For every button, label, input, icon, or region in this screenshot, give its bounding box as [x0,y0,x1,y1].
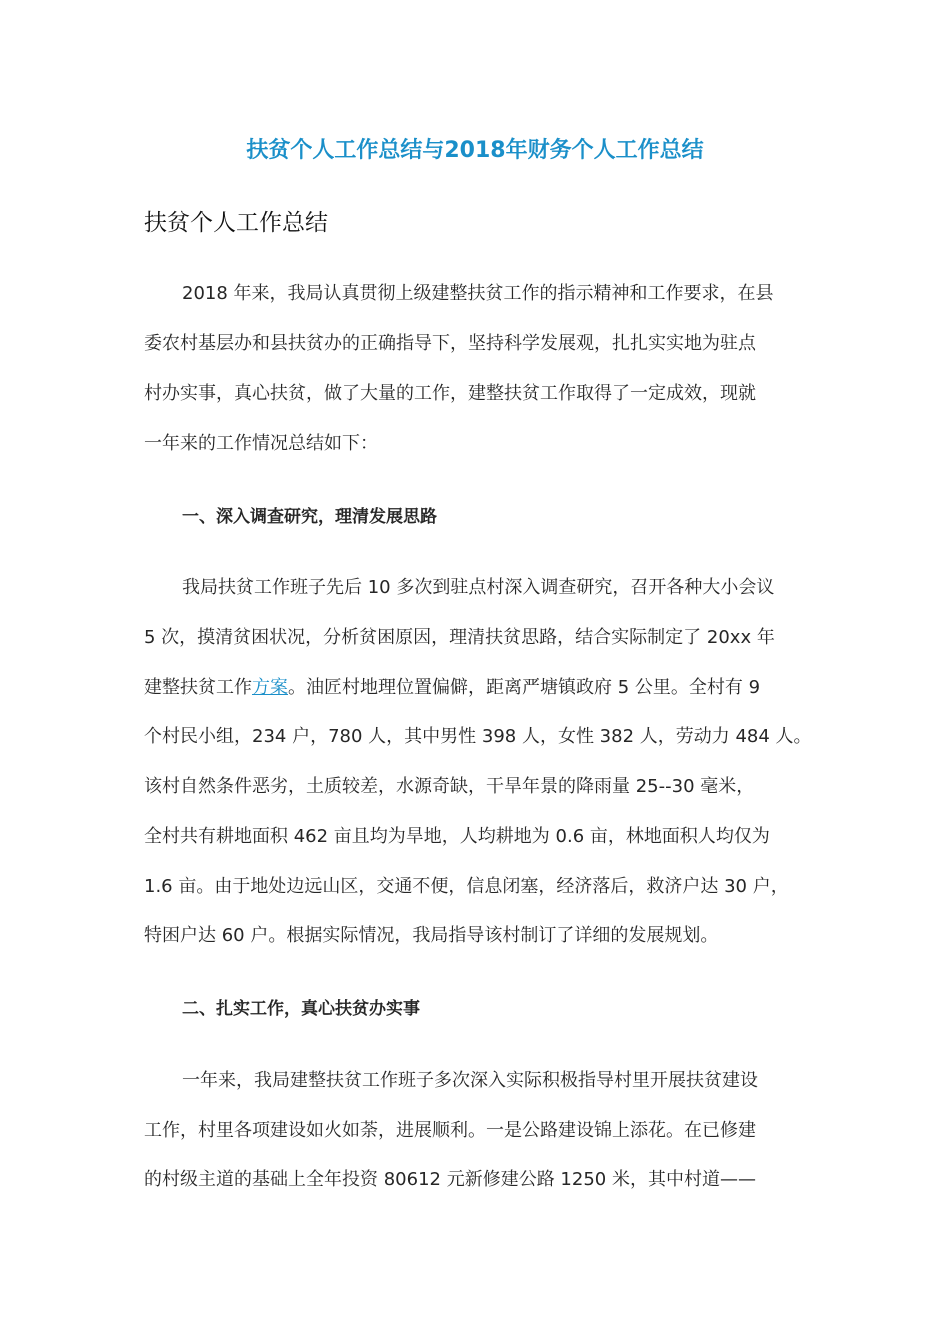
paragraph-3-line: 工作，村里各项建设如火如荼，进展顺利。一是公路建设锦上添花。在已修建 [144,1120,756,1141]
heading-2: 二、扎实工作，真心扶贫办实事 [182,999,420,1019]
section-title: 扶贫个人工作总结 [144,210,328,236]
heading-1: 一、深入调查研究，理清发展思路 [182,507,437,527]
paragraph-2-line: 该村自然条件恶劣，土质较差，水源奇缺，干旱年景的降雨量 25--30 毫米， [144,776,755,797]
paragraph-1-line: 委农村基层办和县扶贫办的正确指导下，坚持科学发展观，扎扎实实地为驻点 [144,333,756,354]
document-title: 扶贫个人工作总结与2018年财务个人工作总结 [246,138,704,163]
paragraph-2-line [144,673,760,703]
plan-link[interactable]: 方案 [252,677,288,698]
paragraph-2-line: 个村民小组，234 户，780 人，其中男性 398 人，女性 382 人，劳动力 484 人。 [144,726,812,747]
paragraph-2-line: 特困户达 60 户。根据实际情况，我局指导该村制订了详细的发展规划。 [144,925,719,946]
paragraph-1-line: 村办实事，真心扶贫，做了大量的工作，建整扶贫工作取得了一定成效，现就 [144,383,756,404]
paragraph-3-line: 的村级主道的基础上全年投资 80612 元新修建公路 1250 米，其中村道—— [144,1169,756,1190]
paragraph-2-line: 全村共有耕地面积 462 亩且均为旱地，人均耕地为 0.6 亩，林地面积人均仅为 [144,826,770,847]
paragraph-2-line: 我局扶贫工作班子先后 10 多次到驻点村深入调查研究，召开各种大小会议 [182,577,775,598]
paragraph-2-line: 5 次，摸清贫困状况，分析贫困原因，理清扶贫思路，结合实际制定了 20xx 年 [144,627,775,648]
paragraph-2-text: 。油匠村地理位置偏僻，距离严塘镇政府 5 公里。全村有 9 [288,677,761,698]
paragraph-2-line: 1.6 亩。由于地处边远山区，交通不便，信息闭塞，经济落后，救济户达 30 户， [144,876,789,897]
paragraph-1-line: 一年来的工作情况总结如下： [144,433,378,454]
paragraph-3-line: 一年来，我局建整扶贫工作班子多次深入实际积极指导村里开展扶贫建设 [182,1070,758,1091]
paragraph-2-text: 建整扶贫工作 [144,677,252,698]
paragraph-1-line: 2018 年来，我局认真贯彻上级建整扶贫工作的指示精神和工作要求，在县 [182,283,774,304]
